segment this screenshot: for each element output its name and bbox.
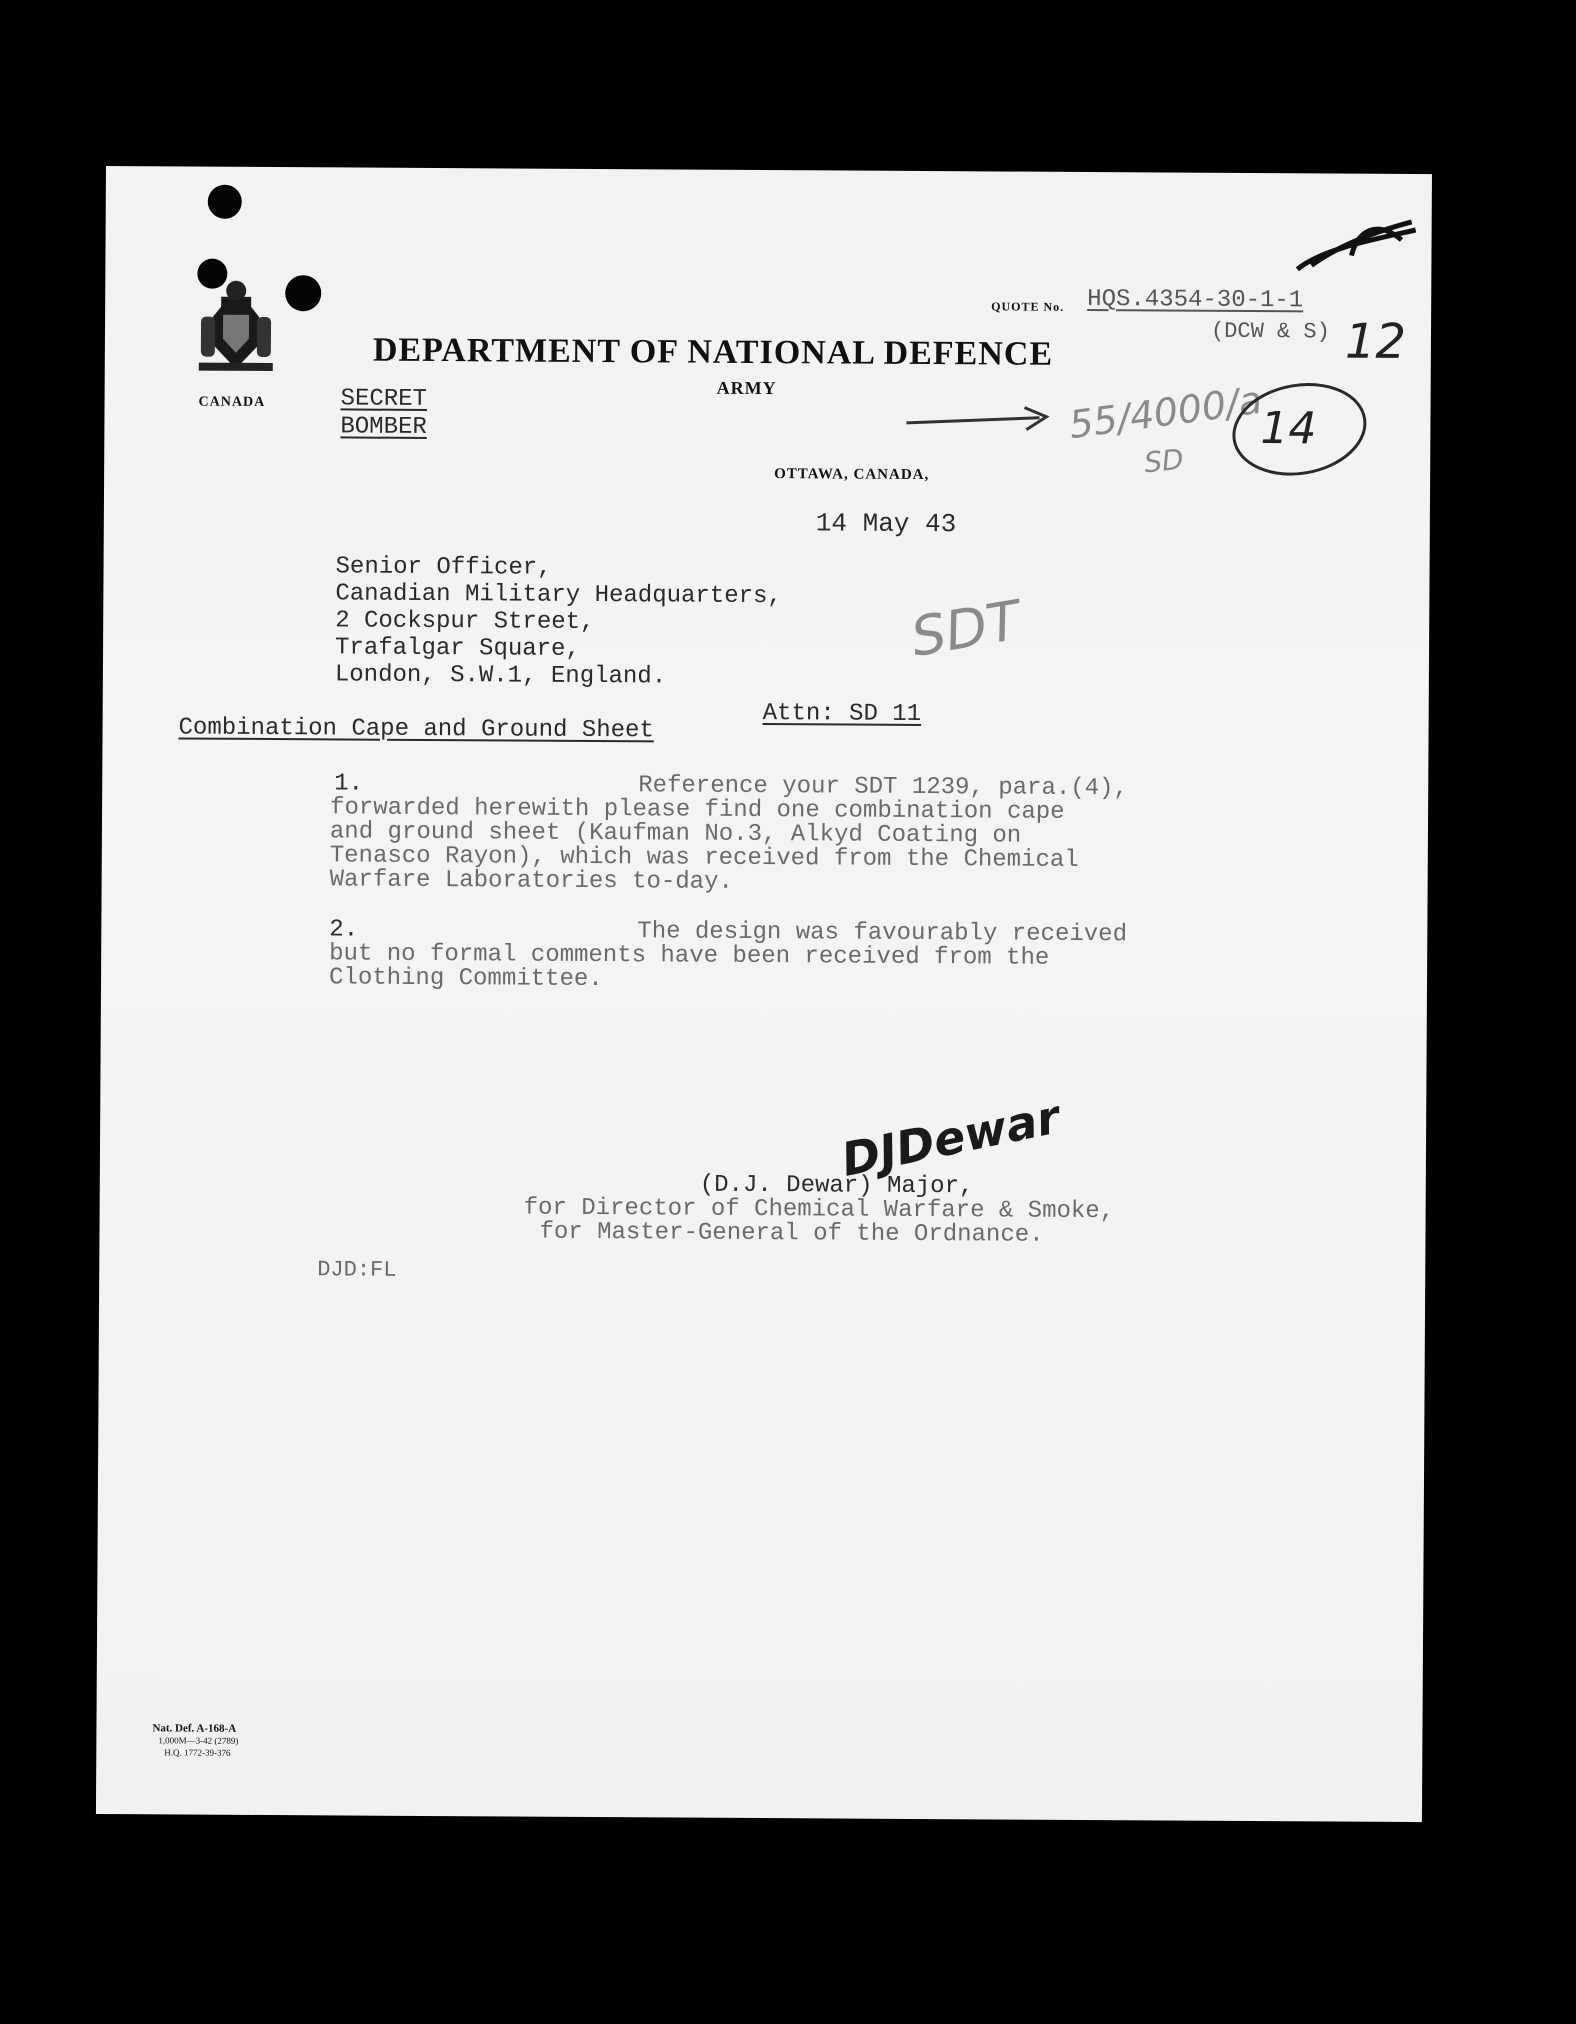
addressee-block — [335, 553, 782, 691]
paragraph-line: forwarded herewith please find one combination cape — [330, 794, 1065, 826]
handwritten-file-reference: 55/4000/a — [1066, 377, 1265, 448]
signature-line: for Master-General of the Ordnance. — [539, 1218, 1044, 1249]
paragraph-line: Tenasco Rayon), which was received from the Chemical — [329, 842, 1079, 874]
punch-hole — [208, 185, 242, 219]
attention-line: Attn: SD 11 — [762, 700, 922, 728]
addressee-line: Canadian Military Headquarters, — [335, 580, 782, 611]
signature-line: (D.J. Dewar) Major, — [699, 1171, 974, 1201]
handwritten-signature: DJDewar — [836, 1089, 1065, 1187]
handwritten-circled-number: 14 — [1260, 403, 1317, 455]
addressee-line: London, S.W.1, England. — [334, 661, 667, 691]
form-footer-line: 1,000M—3-42 (2789) — [158, 1735, 239, 1746]
paragraph-number: 1. — [334, 770, 364, 798]
signature-line: for Director of Chemical Warfare & Smoke, — [523, 1194, 1115, 1226]
department-heading: DEPARTMENT OF NATIONAL DEFENCE — [372, 331, 1054, 373]
handwritten-sd-note: SD — [1142, 442, 1186, 480]
quote-number: HQS.4354-30-1-1 — [1087, 285, 1304, 315]
crest-caption: CANADA — [198, 394, 266, 410]
paragraph-line: Warfare Laboratories to-day. — [329, 866, 733, 896]
classification-bomber: BOMBER — [340, 413, 427, 441]
letter-page — [96, 166, 1432, 1822]
form-footer-line: Nat. Def. A-168-A — [152, 1722, 237, 1735]
subject-line: Combination Cape and Ground Sheet — [178, 714, 654, 745]
letter-date: 14 May 43 — [815, 508, 957, 540]
punch-hole — [285, 275, 321, 311]
addressee-line: Senior Officer, — [335, 553, 552, 582]
paragraph-number: 2. — [329, 916, 359, 944]
addressee-line: Trafalgar Square, — [334, 634, 580, 663]
form-footer-line: H.Q. 1772-39-376 — [164, 1747, 231, 1758]
handwritten-sdt-mark: SDT — [906, 588, 1025, 669]
classification-secret: SECRET — [340, 385, 428, 413]
typist-initials: DJD:FL — [317, 1257, 397, 1283]
handwritten-corner-mark: 12 — [1344, 313, 1407, 370]
quote-subreference: (DCW & S) — [1210, 318, 1330, 345]
form-footer — [152, 1722, 238, 1759]
paragraph-line: and ground sheet (Kaufman No.3, Alkyd Coating on — [329, 818, 1022, 850]
branch-heading: ARMY — [716, 377, 777, 399]
paragraph-line: The design was favourably received — [637, 918, 1128, 949]
place-line: OTTAWA, CANADA, — [774, 466, 930, 484]
paragraph-line: Clothing Committee. — [328, 964, 603, 994]
quote-label: QUOTE No. — [991, 299, 1065, 314]
coat-of-arms-icon — [191, 277, 282, 378]
addressee-line: 2 Cockspur Street, — [335, 607, 595, 636]
arrow-icon — [904, 403, 1054, 434]
pen-scribble-icon — [1291, 209, 1421, 290]
paragraph-line: Reference your SDT 1239, para.(4), — [638, 772, 1128, 803]
paragraph-line: but no formal comments have been received from the — [329, 940, 1050, 972]
